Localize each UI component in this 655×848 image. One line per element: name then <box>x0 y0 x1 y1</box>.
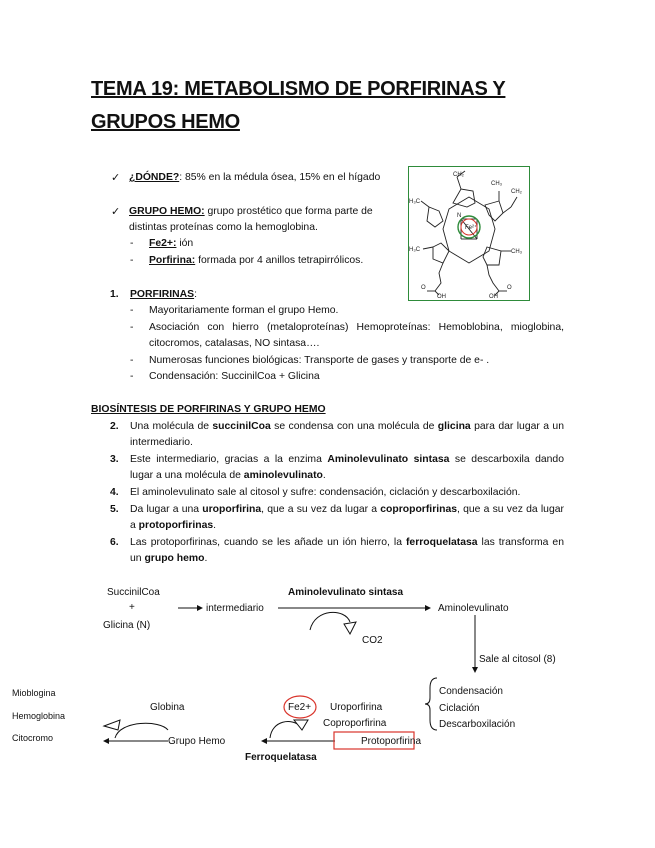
biosintesis-heading: BIOSÍNTESIS DE PORFIRINAS Y GRUPO HEMO <box>91 404 326 415</box>
oh-left-label: OH <box>437 294 446 300</box>
dash-bullet: - <box>130 371 134 382</box>
step-5-t3: , que a su vez da lugar a <box>130 504 564 531</box>
porfirinas-colon: : <box>194 289 197 300</box>
dash-bullet: - <box>130 238 134 249</box>
fe-line <box>149 236 193 252</box>
porfirina-line <box>149 253 363 269</box>
grupo-hemo-label: GRUPO HEMO: <box>129 206 205 217</box>
o-left-label: O <box>421 285 426 291</box>
donde-text: : 85% en la médula ósea, 15% en el hígado <box>179 172 381 183</box>
succinilcoa-label: SuccinilCoa <box>107 587 160 598</box>
step-5-t2: , que a su vez da lugar a <box>261 504 381 515</box>
step-6-t2: las transforma en un <box>130 537 564 564</box>
porfirinas-item-4: Condensación: SuccinilCoa + Glicina <box>149 371 320 382</box>
step-6-b1: ferroquelatasa <box>405 537 478 548</box>
page-title-line2: GRUPOS HEMO <box>91 111 240 133</box>
ch3-left2-label: H₃C <box>409 247 421 253</box>
porfirinas-item-3: Numerosas funciones biológicas: Transporte de gases y transporte de e- . <box>149 355 490 366</box>
citocromo-label: Citocromo <box>12 733 54 743</box>
step-text-2 <box>130 419 564 451</box>
step-text-5 <box>130 502 564 534</box>
porfirinas-number: 1. <box>110 289 119 300</box>
grupo-hemo-line1 <box>129 204 373 220</box>
step-number-4: 4. <box>110 487 119 498</box>
step-3-b2: aminolevulinato <box>243 470 323 481</box>
porfirina-text: formada por 4 anillos tetrapirrólicos. <box>195 255 364 266</box>
ciclacion-label: Ciclación <box>439 703 480 714</box>
porfirina-label: Porfirina: <box>149 255 196 266</box>
step-3-b1: Aminolevulinato sintasa <box>327 454 450 465</box>
step-3-t3: . <box>322 470 326 481</box>
step-number-3: 3. <box>110 454 119 465</box>
check-icon: ✓ <box>111 172 121 184</box>
step-5-b2: coproporfirinas <box>380 504 458 515</box>
grupo-hemo-line2: distintas proteínas como la hemoglobina. <box>129 222 318 233</box>
step-2-t1: Una molécula de <box>130 421 213 432</box>
intermediario-label: intermediario <box>206 603 264 614</box>
fe2-label: Fe2+ <box>288 702 312 713</box>
hemoglobina-label: Hemoglobina <box>12 711 66 721</box>
step-3-t2: se descarboxila dando lugar a una molécula de <box>130 454 564 481</box>
grupo-hemo-text: grupo prostético que forma parte de <box>204 206 373 217</box>
o-right-label: O <box>507 285 512 291</box>
step-text-4: El aminolevulinato sale al citosol y sufre: condensación, ciclación y descarboxilación. <box>130 487 521 498</box>
sale-citosol-label: Sale al citosol (8) <box>479 654 556 665</box>
ch3-top-label: CH₃ <box>491 181 503 187</box>
porfirinas-heading <box>130 287 197 303</box>
dash-bullet: - <box>130 255 134 266</box>
ch2-top-label: CH₂ <box>453 172 464 178</box>
globina-label: Globina <box>150 702 185 713</box>
glicina-label: Glicina (N) <box>103 620 151 631</box>
porfirinas-item-2-cont: citocromos, catalasas, NO sintasa…. <box>149 338 320 349</box>
step-text-3 <box>130 452 564 484</box>
heme-structure-icon <box>409 167 529 300</box>
step-2-b1: succinilCoa <box>212 421 271 432</box>
porfirinas-item-1: Mayoritariamente forman el grupo Hemo. <box>149 305 339 316</box>
condensacion-label: Condensación <box>439 686 503 697</box>
mioglobina-label: Mioblogina <box>12 688 56 698</box>
oh-right-label: OH <box>489 294 498 300</box>
co2-label: CO2 <box>362 635 383 646</box>
step-2-t3: para dar lugar a un intermediario. <box>130 421 564 448</box>
step-text-6 <box>130 535 564 567</box>
step-3-t1: Este intermediario, gracias a la enzima <box>130 454 328 465</box>
donde-label: ¿DÓNDE? <box>129 172 180 183</box>
fe-label: Fe2+: <box>149 238 177 249</box>
porfirinas-label: PORFIRINAS <box>130 289 195 300</box>
step-number-6: 6. <box>110 537 119 548</box>
coproporfirina-label: Coproporfirina <box>323 718 387 729</box>
fe-text: ión <box>176 238 194 249</box>
uroporfirina-label: Uroporfirina <box>330 702 383 713</box>
dash-bullet: - <box>130 355 134 366</box>
n-atom-label: N <box>457 213 462 219</box>
step-2-t2: se condensa con una molécula de <box>270 421 438 432</box>
step-2-b2: glicina <box>437 421 471 432</box>
step-6-b2: grupo hemo <box>144 553 205 564</box>
step-6-t3: . <box>204 553 208 564</box>
pathway-diagram-arrows <box>0 570 655 770</box>
check-icon: ✓ <box>111 206 121 218</box>
aminolevulinato-sintasa-label: Aminolevulinato sintasa <box>288 587 404 598</box>
descarboxilacion-label: Descarboxilación <box>439 719 516 730</box>
dash-bullet: - <box>130 305 134 316</box>
step-5-b1: uroporfirina <box>202 504 262 515</box>
dash-bullet: - <box>130 322 134 333</box>
fe-atom-label: Fe²⁺ <box>465 225 478 231</box>
porfirinas-item-2: Asociación con hierro (metaloproteínas) Hemoproteínas: Hemoblobina, mioglobina, <box>149 322 564 333</box>
step-5-b3: protoporfirinas <box>138 520 214 531</box>
protoporfirina-label: Protoporfirina <box>361 736 422 747</box>
ch2-right-label: CH₂ <box>511 189 522 195</box>
ch3-right-label: CH₃ <box>511 249 523 255</box>
aminolevulinato-label: Aminolevulinato <box>438 603 509 614</box>
heme-molecule-figure <box>408 166 530 301</box>
ferroquelatasa-label: Ferroquelatasa <box>245 752 317 763</box>
donde-line <box>129 170 380 186</box>
page-title-line1: TEMA 19: METABOLISMO DE PORFIRINAS Y <box>91 78 506 100</box>
plus-label: + <box>129 602 135 613</box>
step-number-5: 5. <box>110 504 119 515</box>
grupo-hemo-label: Grupo Hemo <box>168 736 226 747</box>
step-5-t4: . <box>213 520 217 531</box>
ch3-left-label: H₃C <box>409 199 421 205</box>
step-6-t1: Las protoporfirinas, cuando se les añade un ión hierro, la <box>130 537 406 548</box>
step-number-2: 2. <box>110 421 119 432</box>
step-5-t1: Da lugar a una <box>130 504 203 515</box>
